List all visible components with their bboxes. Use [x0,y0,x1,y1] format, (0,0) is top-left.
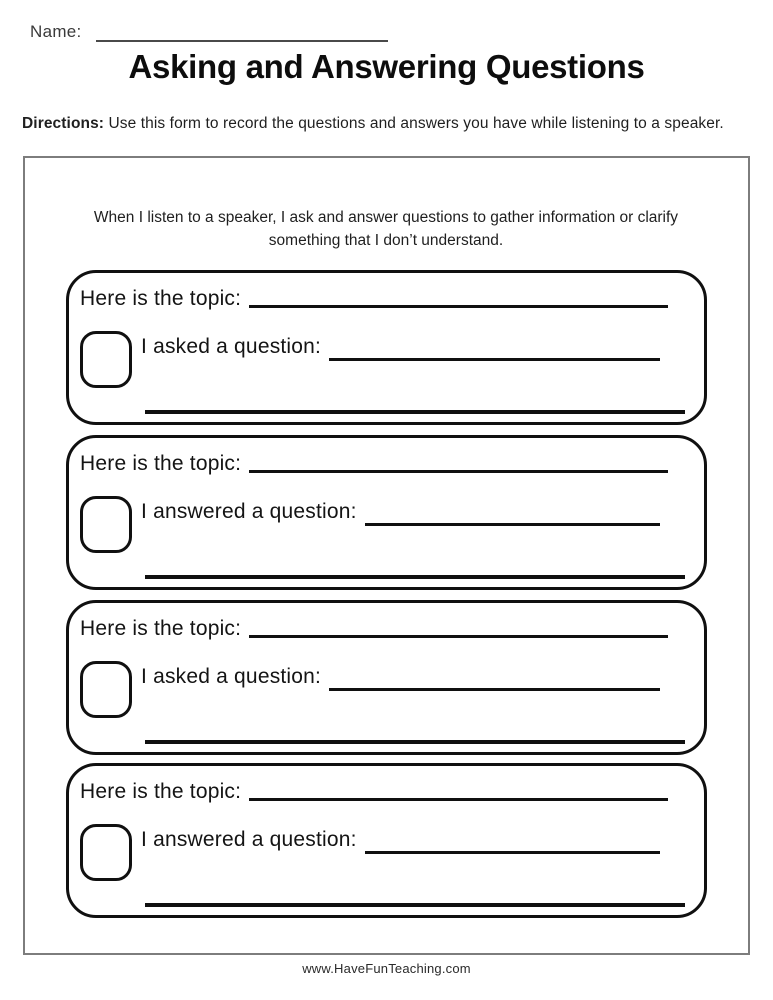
directions-text [22,115,757,133]
question-label: I asked a question: [141,665,322,688]
response-card-1 [66,270,707,425]
question-row [80,496,660,553]
answer-blank-line[interactable] [145,575,685,579]
response-card-3 [66,600,707,755]
question-blank-line[interactable] [365,824,660,854]
page-title: Asking and Answering Questions [128,48,645,85]
topic-blank-line[interactable] [249,305,668,308]
intro-paragraph: When I listen to a speaker, I ask and answer questions to gather information or clarify something that I don’t understand. [93,209,679,250]
topic-label: Here is the topic: [80,617,242,640]
topic-blank-line[interactable] [249,798,668,801]
question-label: I asked a question: [141,335,322,358]
response-card-2 [66,435,707,590]
question-row [80,824,660,881]
question-label: I answered a question: [141,828,357,851]
question-blank-line[interactable] [329,661,660,691]
topic-row [80,780,668,804]
question-row [80,331,660,388]
answer-blank-line[interactable] [145,740,685,744]
topic-blank-line[interactable] [249,470,668,473]
topic-row [80,452,668,476]
response-card-4 [66,763,707,918]
name-label: Name: [30,22,82,41]
footer-url: www.HaveFunTeaching.com [302,961,471,976]
topic-row [80,617,668,641]
answer-blank-line[interactable] [145,410,685,414]
question-blank-line[interactable] [329,331,660,361]
topic-row [80,287,668,311]
checkbox[interactable] [80,661,132,718]
topic-label: Here is the topic: [80,780,242,803]
checkbox[interactable] [80,331,132,388]
checkbox[interactable] [80,824,132,881]
topic-blank-line[interactable] [249,635,668,638]
name-row [30,22,388,42]
topic-label: Here is the topic: [80,287,242,310]
question-label: I answered a question: [141,500,357,523]
topic-label: Here is the topic: [80,452,242,475]
answer-blank-line[interactable] [145,903,685,907]
directions-body: Use this form to record the questions and answers you have while listening to a speaker. [104,115,724,132]
directions-label: Directions: [22,115,105,132]
name-blank-line[interactable] [96,23,388,42]
checkbox[interactable] [80,496,132,553]
worksheet-frame [23,156,750,955]
question-row [80,661,660,718]
question-blank-line[interactable] [365,496,660,526]
